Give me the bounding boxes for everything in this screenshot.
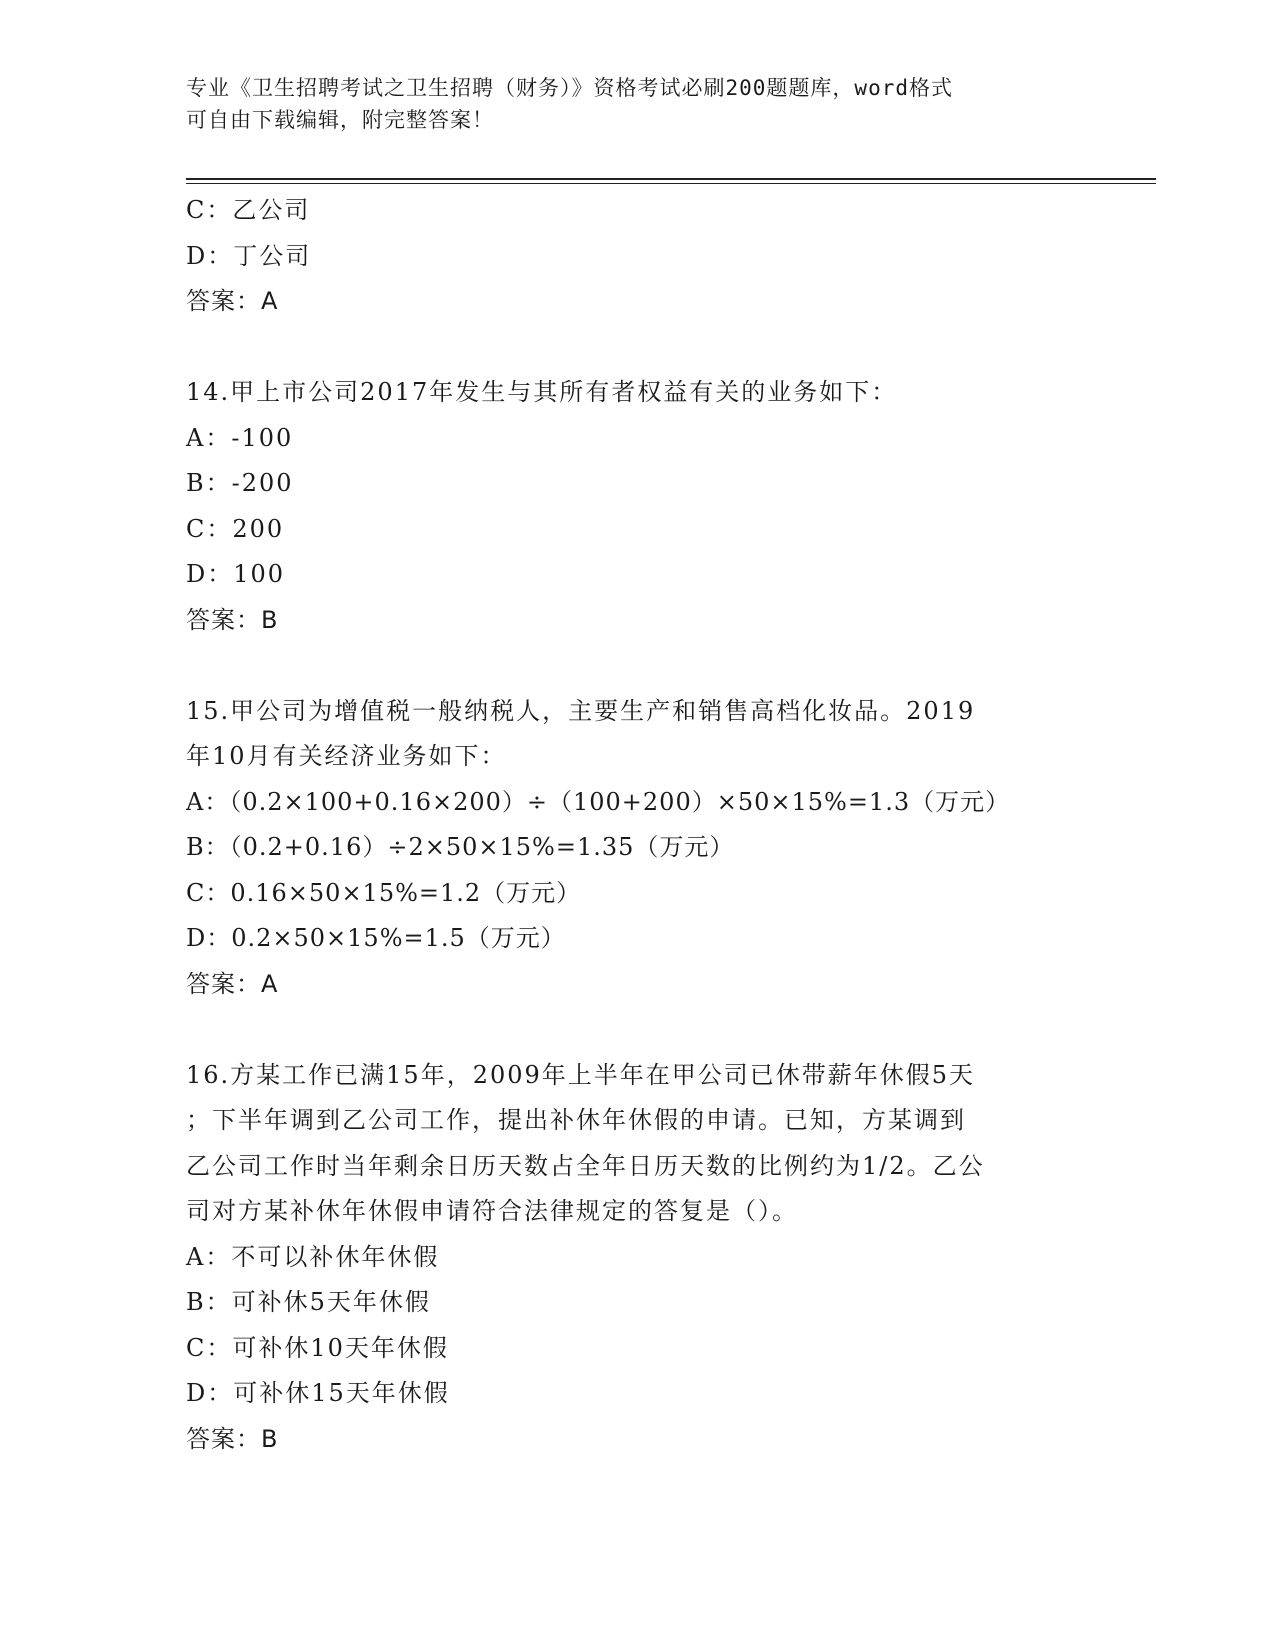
question-stem-line-2: 年10月有关经济业务如下： xyxy=(186,742,507,770)
option-c: C：乙公司 xyxy=(186,196,311,224)
question-stem-line-3: 乙公司工作时当年剩余日历天数占全年日历天数的比例约为1/2。乙公 xyxy=(186,1151,985,1180)
question-13-tail xyxy=(186,188,1086,325)
question-stem: 14.甲上市公司2017年发生与其所有者权益有关的业务如下： xyxy=(186,378,898,406)
question-stem-line-4: 司对方某补休年休假申请符合法律规定的答复是（）。 xyxy=(186,1197,798,1225)
document-header xyxy=(186,72,1086,136)
header-line-2: 可自由下载编辑，附完整答案！ xyxy=(186,108,494,132)
question-15 xyxy=(186,689,1086,1008)
answer-label: 答案：B xyxy=(186,605,279,634)
option-d: D：丁公司 xyxy=(186,241,312,270)
option-a: A：-100 xyxy=(186,423,294,452)
header-line-1: 专业《卫生招聘考试之卫生招聘（财务）》资格考试必刷200题题库，word格式 xyxy=(186,76,953,100)
option-d: D：100 xyxy=(186,560,286,588)
option-a: A：（0.2×100+0.16×200）÷（100+200）×50×15%=1.3（万元） xyxy=(186,787,1011,816)
option-c: C：0.16×50×15%=1.2（万元） xyxy=(186,878,582,907)
spacer xyxy=(186,1007,1086,1053)
header-divider-thin xyxy=(186,183,1156,184)
option-c: C：200 xyxy=(186,514,285,543)
option-d: D：0.2×50×15%=1.5（万元） xyxy=(186,924,566,952)
question-stem-line-2: ；下半年调到乙公司工作，提出补休年休假的申请。已知，方某调到 xyxy=(186,1106,966,1134)
spacer xyxy=(186,643,1086,689)
answer-label: 答案：A xyxy=(186,969,279,998)
question-stem-line-1: 16.方某工作已满15年，2009年上半年在甲公司已休带薪年休假5天 xyxy=(186,1060,976,1089)
option-a: A：不可以补休年休假 xyxy=(186,1242,440,1271)
option-b: B：-200 xyxy=(186,469,294,497)
question-14 xyxy=(186,370,1086,643)
answer-label: 答案：B xyxy=(186,1424,279,1453)
answer-label: 答案：A xyxy=(186,287,279,315)
option-b: B：（0.2+0.16）÷2×50×15%=1.35（万元） xyxy=(186,833,735,861)
question-stem-line-1: 15.甲公司为增值税一般纳税人，主要生产和销售高档化妆品。2019 xyxy=(186,696,976,725)
header-divider-thick xyxy=(186,178,1156,180)
question-list xyxy=(186,188,1086,1462)
option-c: C：可补休10天年休假 xyxy=(186,1333,449,1362)
option-b: B：可补休5天年休假 xyxy=(186,1288,431,1316)
option-d: D：可补休15天年休假 xyxy=(186,1379,450,1407)
spacer xyxy=(186,325,1086,371)
question-16 xyxy=(186,1053,1086,1463)
